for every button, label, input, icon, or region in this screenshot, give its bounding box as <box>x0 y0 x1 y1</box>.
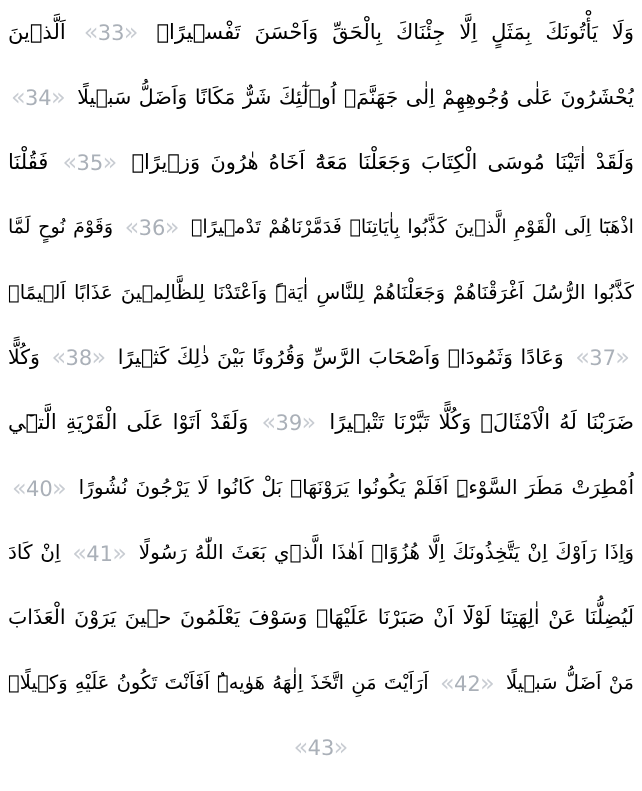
verse-text: لَيُضِلُّنَا عَنْ اٰلِهَتِنَا لَوْلَٓا اَنْ صَبَرْنَا عَلَيْهَاۜ وَسَوْفَ يَعْلَمُونَ ح۪ينَ يَرَوْنَ الْعَذَابَ <box>8 605 634 629</box>
verse-line <box>8 715 634 780</box>
verse-text: اِنْ كَادَ <box>8 540 61 564</box>
verse-text: وَقَوْمَ نُوحٍ لَمَّا <box>8 216 114 238</box>
verse-text: اَرَاَيْتَ مَنِ اتَّخَذَ اِلٰهَهُ هَوٰيهُۜ اَفَاَنْتَ تَكُونُ عَلَيْهِ وَك۪يلًاۙ <box>8 671 429 694</box>
ayah-number: 34 <box>24 86 52 110</box>
ayah-number-marker <box>294 733 349 763</box>
ayah-number-marker <box>84 18 139 48</box>
verse-line <box>8 390 634 455</box>
verse-line <box>8 455 634 520</box>
ayah-number-marker <box>63 148 118 178</box>
ayah-number: 40 <box>26 476 53 501</box>
verse-line <box>8 325 634 390</box>
verse-text: وَعَادًا وَثَمُودَا۬ وَاَصْحَابَ الرَّسِّ وَقُرُونًا بَيْنَ ذٰلِكَ كَث۪يرًا <box>117 345 564 369</box>
verse-line <box>8 650 634 715</box>
verse-line <box>8 585 634 650</box>
ayah-number-marker <box>12 474 67 504</box>
verse-text: فَقُلْنَا <box>8 150 49 174</box>
verse-line <box>8 195 634 260</box>
verse-text: وَاِذَا رَاَوْكَ اِنْ يَتَّخِذُونَكَ اِلَّا هُزُوًاۜ اَهٰذَا الَّذ۪ي بَعَثَ اللّٰهُ رَسُولًا <box>138 540 634 564</box>
ayah-number: 43 <box>307 736 335 760</box>
verse-text: وَلَقَدْ اٰتَيْنَا مُوسَى الْكِتَابَ وَجَعَلْنَا مَعَهُٓ اَخَاهُ هٰرُونَ وَز۪يرًاۚ <box>131 150 634 174</box>
verse-line <box>8 130 634 195</box>
ayah-number-marker <box>440 669 495 699</box>
verse-line <box>8 0 634 65</box>
ayah-number: 33 <box>97 21 125 45</box>
ayah-number: 35 <box>76 151 104 175</box>
verse-text: يُحْشَرُونَ عَلٰى وُجُوهِهِمْ اِلٰى جَهَنَّمَۙ اُو۬لٰٓئِكَ شَرٌّ مَكَانًا وَاَضَلُّ سَب۪يلًا <box>77 85 634 109</box>
verse-line <box>8 260 634 325</box>
ayah-number: 37 <box>589 346 616 370</box>
verse-text: وَكُلًّا <box>8 345 40 369</box>
ayah-number: 36 <box>138 215 166 240</box>
ayah-number-marker <box>125 213 180 243</box>
ayah-number-marker <box>575 343 630 373</box>
verse-text: وَلَقَدْ اَتَوْا عَلَى الْقَرْيَةِ الَّت۪ٓي <box>8 410 249 434</box>
verse-lines <box>8 0 634 780</box>
ayah-number: 42 <box>453 671 481 696</box>
verse-text: اَلَّذ۪ينَ <box>8 20 66 44</box>
ayah-number-marker <box>72 539 127 569</box>
verse-text: اذْهَبَٓا اِلَى الْقَوْمِ الَّذ۪ينَ كَذَّبُوا بِاٰيَاتِنَاۜ فَدَمَّرْنَاهُمْ تَدْم۪يرًاۜ <box>191 216 634 238</box>
verse-text: مَنْ اَضَلُّ سَب۪يلًا <box>505 671 634 694</box>
ayah-number: 39 <box>275 411 303 435</box>
verse-text: اُمْطِرَتْ مَطَرَ السَّوْءِۜ اَفَلَمْ يَكُونُوا يَرَوْنَهَاۚ بَلْ كَانُوا لَا يَرْجُونَ نُشُورًا <box>78 475 634 499</box>
ayah-number: 41 <box>86 541 113 566</box>
ayah-number-marker <box>262 408 317 438</box>
verse-text: كَذَّبُوا الرُّسُلَ اَغْرَقْنَاهُمْ وَجَعَلْنَاهُمْ لِلنَّاسِ اٰيَةًۜ وَاَعْتَدْنَا لِلظَّالِم۪ينَ عَذَابًا اَل۪يمًاۚ <box>8 281 634 304</box>
verse-line <box>8 520 634 585</box>
ayah-number-marker <box>51 343 106 373</box>
ayah-number: 38 <box>65 346 93 370</box>
verse-text: وَلَا يَأْتُونَكَ بِمَثَلٍ اِلَّا جِئْنَاكَ بِالْحَقِّ وَاَحْسَنَ تَفْس۪يرًاۜ <box>156 20 634 44</box>
verse-line <box>8 65 634 130</box>
verse-text: ضَرَبْنَا لَهُ الْاَمْثَالَۘ وَكُلًّا تَبَّرْنَا تَتْب۪يرًا <box>329 410 634 434</box>
ayah-number-marker <box>11 83 66 113</box>
